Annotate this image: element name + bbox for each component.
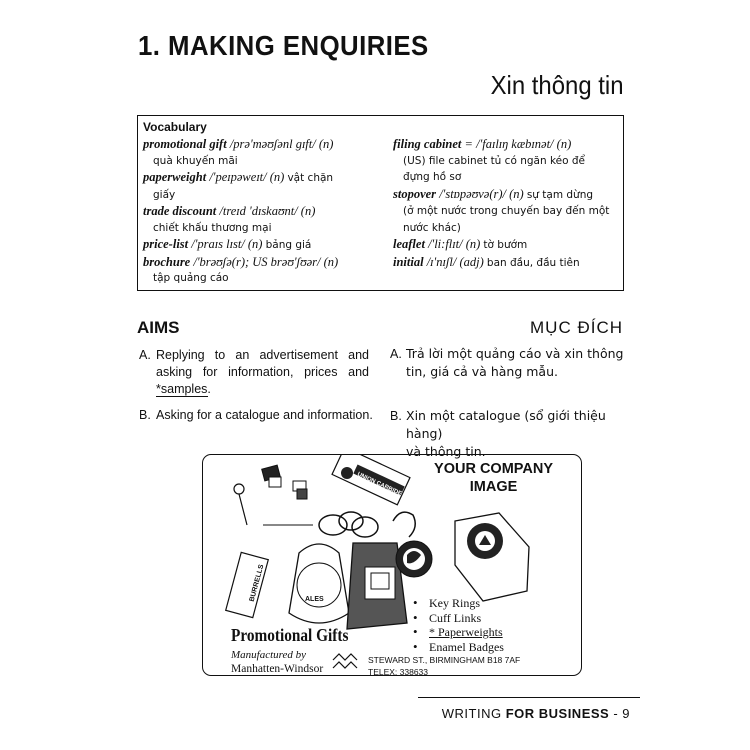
vocab-term: paperweight [143,170,207,184]
vocab-pronunciation: = /'faɪlɪŋ kæbɪnət/ [464,137,554,151]
vocab-pos: (adj) [459,254,484,269]
samples-underline [156,396,208,397]
vocab-pronunciation: /'brəʊʃə(r); US brəʊ'ʃʊər/ [193,254,321,269]
aim-text-line: *samples. [156,382,211,396]
vocabulary-left-column [143,136,383,287]
vocab-pronunciation: /'li:flɪt/ [428,237,463,251]
vocab-pos: (n) [323,254,339,269]
aim-item-en-a [139,347,371,399]
aim-text-line: Replying to an advertisement and [156,348,369,362]
aim-label: A. [139,348,151,362]
vocab-entry [143,169,383,187]
vocab-entry [143,136,383,153]
vocab-term: filing cabinet [393,137,462,151]
vocab-meaning: quà khuyến mãi [153,154,238,167]
vocab-meaning: (ở một nước trong chuyến bay đến một [403,205,610,217]
list-item: • * Paperweights [413,625,504,640]
vocab-meaning-inline: tờ bướm [483,239,528,251]
vocab-pos: (n) [247,237,263,251]
vocab-term: leaflet [393,237,425,251]
vocab-entry [393,136,621,153]
vocab-meaning: tập quảng cáo [153,272,229,284]
vocab-pronunciation: /'praɪs lɪst/ [191,237,245,251]
footer-rule [418,697,640,698]
telex-line: TELEX: 338633 [368,667,429,677]
page-number: - 9 [609,706,630,721]
vocab-meaning: (US) file cabinet tủ có ngăn kéo để [403,154,586,167]
paperweight-icon [455,513,529,601]
vocab-pronunciation: /'peɪpəweɪt/ [209,170,267,184]
vocab-term: initial [393,254,424,269]
aims-heading-vi: MỤC ĐÍCH [530,318,623,337]
footer-bold: FOR BUSINESS [505,706,610,721]
vocab-pos: (n) [318,137,334,151]
aim-text-line: và thông tin. [406,444,486,459]
tag-label: ALES [305,596,324,603]
tag-label: BURRELLS [248,563,266,603]
vocab-pronunciation: /'stɒpəʊvə(r)/ [439,186,506,201]
aim-text-line: Trả lời một quảng cáo và xin thông [406,346,624,361]
vocabulary-right-column [393,136,621,271]
vocab-entry [143,254,383,271]
aim-item-vi-a [390,345,630,385]
page-footer [442,706,630,721]
vocab-pos: (n) [269,170,285,184]
vocab-meaning-inline: sự tạm dừng [526,188,594,201]
footer-prefix: WRITING [441,706,506,721]
vocab-term: trade discount [143,204,217,218]
vocab-term: promotional gift [143,137,227,151]
aims-heading-en: AIMS [137,318,180,337]
vocabulary-heading: Vocabulary [143,120,207,134]
company-line: IMAGE [469,479,518,495]
vocab-pronunciation: /treɪd 'dɪskaʊnt/ [219,204,298,218]
tie-pin-icon [234,484,247,525]
aim-item-en-b [139,407,379,425]
product-list [413,596,504,654]
address-line: STEWARD ST., BIRMINGHAM B18 7AF [368,655,521,665]
aim-label: A. [390,347,402,361]
vocab-entry [393,236,621,254]
vocab-meaning-inline: ban đầu, đầu tiên [486,256,580,269]
vocab-entry [143,203,383,220]
vocab-pos: (n) [556,137,572,151]
aim-label: B. [390,409,402,423]
vocab-meaning: chiết khấu thương mại [153,221,272,234]
vocab-meaning: đựng hồ sơ [403,171,462,183]
aim-text-line: Xin một catalogue (sổ giới thiệu hàng) [406,408,606,441]
list-item: • Cuff Links [413,611,504,626]
vocab-pos: (n) [509,186,524,201]
aim-text-line: Asking for a catalogue and information. [156,408,373,422]
vocab-meaning-inline: bảng giá [265,239,312,251]
round-keyring-icon [289,544,349,623]
aim-text-line: tin, giá cả và hàng mẫu. [406,364,558,379]
maker-name: Manhatten-Windsor [231,663,324,675]
medallion-keyring-icon [396,541,432,577]
list-item: • Enamel Badges [413,640,504,655]
vocab-term: brochure [143,254,191,269]
cuff-links-icon [262,465,307,499]
manufactured-by-label: Manufactured by [231,649,307,661]
aim-text-line: asking for information, prices and [156,365,369,379]
page-subtitle: Xin thông tin [491,70,624,100]
vocab-meaning-inline: vật chặn [287,172,334,184]
badge-icon [332,455,410,505]
list-item: • Key Rings [413,596,504,611]
aim-item-vi-b [390,407,635,459]
vocab-meaning: nước khác) [403,221,461,234]
vocab-entry [393,254,621,272]
vocab-term: stopover [393,186,437,201]
vocab-term: price-list [143,237,189,251]
promotional-gifts-heading: Promotional Gifts [231,625,349,645]
vocab-entry [143,236,383,254]
vocab-pos: (n) [300,204,316,218]
maker-logo-icon [333,654,357,668]
vocab-pronunciation: /ɪ'nɪʃl/ [426,254,457,269]
vocabulary-box [137,115,624,291]
vocab-pos: (n) [465,237,481,251]
advertisement-card [202,454,582,676]
badge-label: UNION CARBIDE [356,471,403,498]
company-line: YOUR COMPANY [434,461,553,477]
vocab-entry [393,186,621,204]
vocab-meaning: giấy [153,188,176,201]
aim-label: B. [139,408,151,422]
address-block [368,654,520,678]
vocab-pronunciation: /prə'məʊʃənl gɪft/ [229,137,316,151]
page-title: 1. MAKING ENQUIRIES [138,30,429,61]
